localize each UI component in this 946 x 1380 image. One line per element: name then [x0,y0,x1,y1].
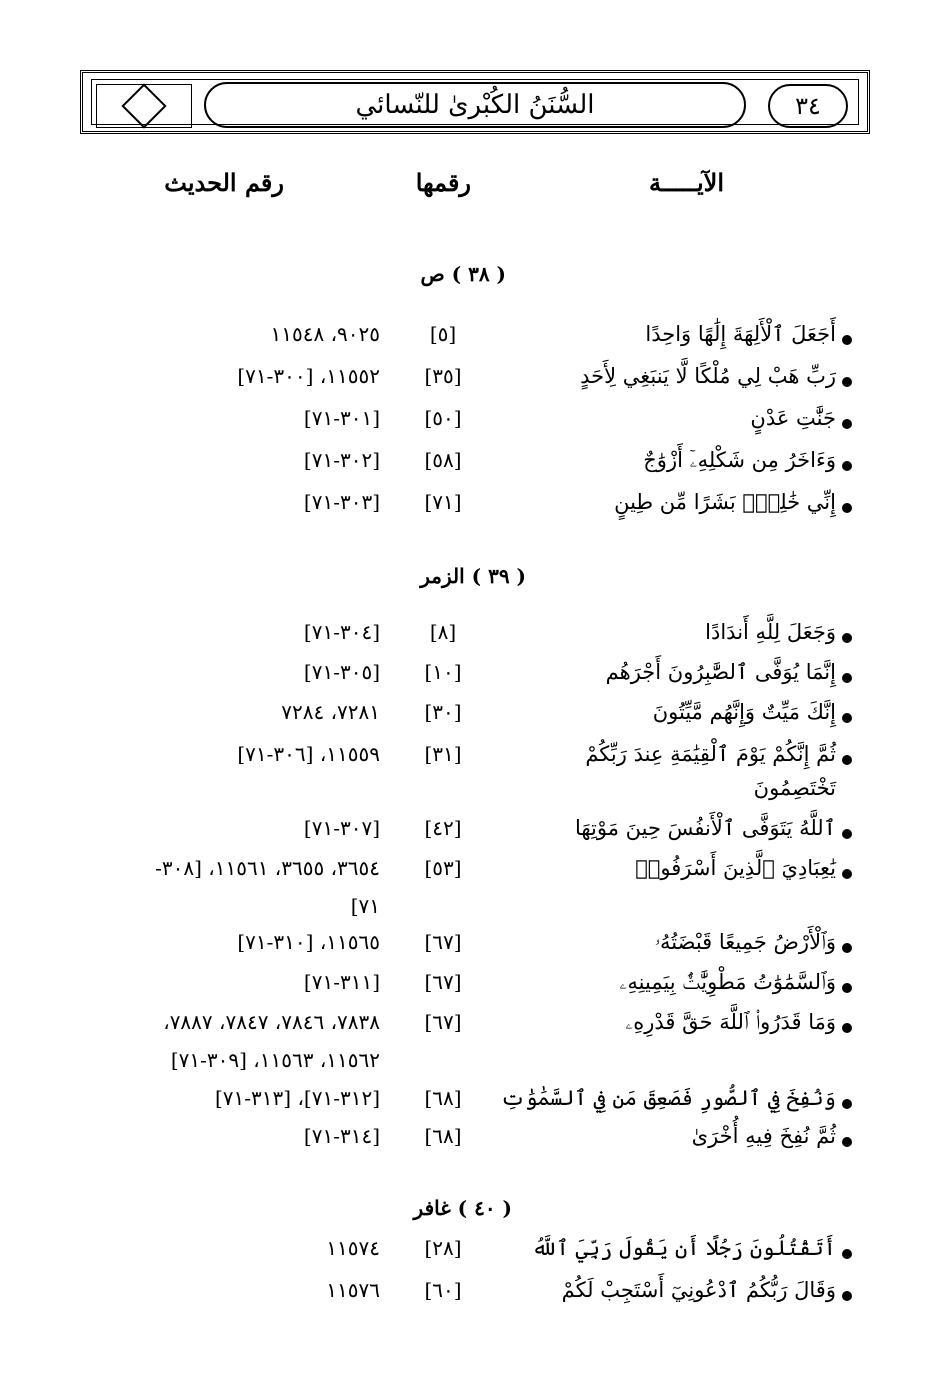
hadith-numbers: ١١٥٦٥، [٣١٠-٧١] [237,930,380,954]
bullet-icon [842,713,852,723]
hadith-numbers: [٣١٤-٧١] [303,1124,380,1148]
index-row [0,930,946,966]
ayah-text: ثُمَّ إِنَّكُمْ يَوْمَ ٱلْقِيَٰمَةِ عِندَ رَبِّكُمْ [585,742,836,766]
hadith-numbers: [٣١٢-٧١]، [٣١٣-٧١] [214,1086,380,1110]
bullet-icon [842,1291,852,1301]
ayah-number: [٦٧] [424,1010,462,1034]
hadith-numbers: [٣٠٤-٧١] [303,620,380,644]
ayah-text-continuation: تَخْتَصِمُونَ [753,776,836,800]
index-row [0,620,946,656]
ayah-text: وَقَالَ رَبُّكُمُ ٱدْعُونِيٓ أَسْتَجِبْ لَكُمْ [561,1278,836,1302]
ayah-text: وَءَاخَرُ مِن شَكْلِهِۦٓ أَزْوَٰجٌ [643,448,836,472]
bullet-icon [842,633,852,643]
ayah-text: إِنَّكَ مَيِّتٌ وَإِنَّهُم مَّيِّتُونَ [652,700,836,724]
ayah-number: [٦٧] [424,930,462,954]
ayah-text: إِنِّي خَٰلِقٌۢ بَشَرًا مِّن طِينٍ [614,490,836,514]
ayah-text: جَنَّٰتِ عَدْنٍ [750,406,836,430]
bullet-icon [842,673,852,683]
hadith-numbers-continuation: ٧١] [350,894,380,918]
hadith-numbers-continuation: ١١٥٦٢، ١١٥٦٣، [٣٠٩-٧١] [170,1048,380,1072]
index-row [0,448,946,484]
index-row [0,490,946,526]
ayah-text: وَجَعَلَ لِلَّهِ أَندَادًا [705,620,836,644]
header-inner-frame [91,79,859,125]
index-row [0,364,946,400]
ayah-text: ٱللَّهُ يَتَوَفَّى ٱلْأَنفُسَ حِينَ مَوْتِهَا [574,816,836,840]
ayah-number: [٣١] [424,742,462,766]
section-title: ( ٣٨ ) ص [420,262,506,286]
bullet-icon [842,1099,852,1109]
ayah-number: [٦٠] [424,1278,462,1302]
column-heading-ayah-number: رقمها [415,168,471,197]
ayah-text: وَٱلسَّمَٰوَٰتُ مَطْوِيَّٰتٌۢ بِيَمِينِهِۦ [619,970,836,994]
ayah-text: رَبِّ هَبْ لِي مُلْكًا لَّا يَنبَغِي لِأَحَدٍ [580,364,836,388]
bullet-icon [842,377,852,387]
ayah-text: إِنَّمَا يُوَفَّى ٱلصَّٰبِرُونَ أَجْرَهُم [605,660,836,684]
index-row [0,1086,946,1122]
column-heading-ayah: الآيـــــة [648,168,724,197]
bullet-icon [842,1023,852,1033]
bullet-icon [842,335,852,345]
index-row [0,322,946,358]
book-title: السُّنَنُ الكُبْرىٰ للنّسائي [355,90,595,120]
ayah-number: [٥] [429,322,457,346]
ayah-number: [١٠] [424,660,462,684]
index-row [0,700,946,736]
hadith-numbers: ١١٥٥٢، [٣٠٠-٧١] [237,364,380,388]
page-number: ٣٤ [768,84,848,128]
bullet-icon [842,503,852,513]
bullet-icon [842,829,852,839]
hadith-numbers: [٣٠٢-٧١] [303,448,380,472]
ayah-number: [٧١] [424,490,462,514]
ornament-left-icon [96,84,192,128]
ayah-number: [٣٥] [424,364,462,388]
title-cartouche [204,82,746,128]
hadith-numbers: ١١٥٥٩، [٣٠٦-٧١] [237,742,380,766]
ayah-text: أَتَقْتُلُونَ رَجُلًا أَن يَقُولَ رَبِّيَ ٱللَّهُ [531,1236,836,1260]
ayah-number: [٦٨] [424,1086,462,1110]
hadith-numbers: [٣٠٣-٧١] [303,490,380,514]
index-row [0,1010,946,1080]
column-heading-hadith-number: رقم الحديث [164,168,284,197]
hadith-numbers: [٣٠٧-٧١] [303,816,380,840]
bullet-icon [842,869,852,879]
index-row [0,1124,946,1160]
section-title: ( ٣٩ ) الزمر [420,564,526,588]
section-title: ( ٤٠ ) غافر [413,1196,512,1220]
ayah-text: أَجَعَلَ ٱلْأَلِهَةَ إِلَٰهًا وَاحِدًا [645,322,836,346]
hadith-numbers: ٣٦٥٤، ٣٦٥٥، ١١٥٦١، [٣٠٨- [155,856,380,880]
ayah-number: [٥٠] [424,406,462,430]
ayah-number: [٨] [429,620,457,644]
ayah-number: [٦٨] [424,1124,462,1148]
ayah-text: وَنُفِخَ فِي ٱلصُّورِ فَصَعِقَ مَن فِي ٱلسَّمَٰوَٰتِ [500,1086,836,1110]
index-row [0,742,946,812]
index-row [0,816,946,852]
index-row [0,1236,946,1272]
hadith-numbers: ١١٥٧٦ [326,1278,380,1302]
bullet-icon [842,419,852,429]
hadith-numbers: ٩٠٢٥، ١١٥٤٨ [270,322,380,346]
bullet-icon [842,461,852,471]
bullet-icon [842,755,852,765]
hadith-numbers: ١١٥٧٤ [326,1236,380,1260]
index-row [0,406,946,442]
hadith-numbers: [٣٠٥-٧١] [303,660,380,684]
ayah-text: ثُمَّ نُفِخَ فِيهِ أُخْرَىٰ [691,1124,836,1148]
bullet-icon [842,943,852,953]
ayah-number: [٣٠] [424,700,462,724]
ayah-number: [٢٨] [424,1236,462,1260]
index-row [0,970,946,1006]
page-header [80,70,870,134]
ayah-number: [٥٣] [424,856,462,880]
bullet-icon [842,983,852,993]
index-row [0,856,946,926]
ayah-number: [٥٨] [424,448,462,472]
hadith-numbers: [٣١١-٧١] [303,970,380,994]
ayah-text: وَٱلْأَرْضُ جَمِيعًا قَبْضَتُهُۥ [654,930,836,954]
index-row [0,660,946,696]
ayah-text: وَمَا قَدَرُوا۟ ٱللَّهَ حَقَّ قَدْرِهِۦ [625,1010,836,1034]
ayah-text: يَٰعِبَادِيَ ٱلَّذِينَ أَسْرَفُوا۟ [635,856,836,880]
ayah-number: [٦٧] [424,970,462,994]
hadith-numbers: ٧٨٣٨، ٧٨٤٦، ٧٨٤٧، ٧٨٨٧، [163,1010,380,1034]
hadith-numbers: ٧٢٨١، ٧٢٨٤ [281,700,380,724]
ayah-number: [٤٢] [424,816,462,840]
bullet-icon [842,1249,852,1259]
index-row [0,1278,946,1314]
bullet-icon [842,1137,852,1147]
hadith-numbers: [٣٠١-٧١] [303,406,380,430]
